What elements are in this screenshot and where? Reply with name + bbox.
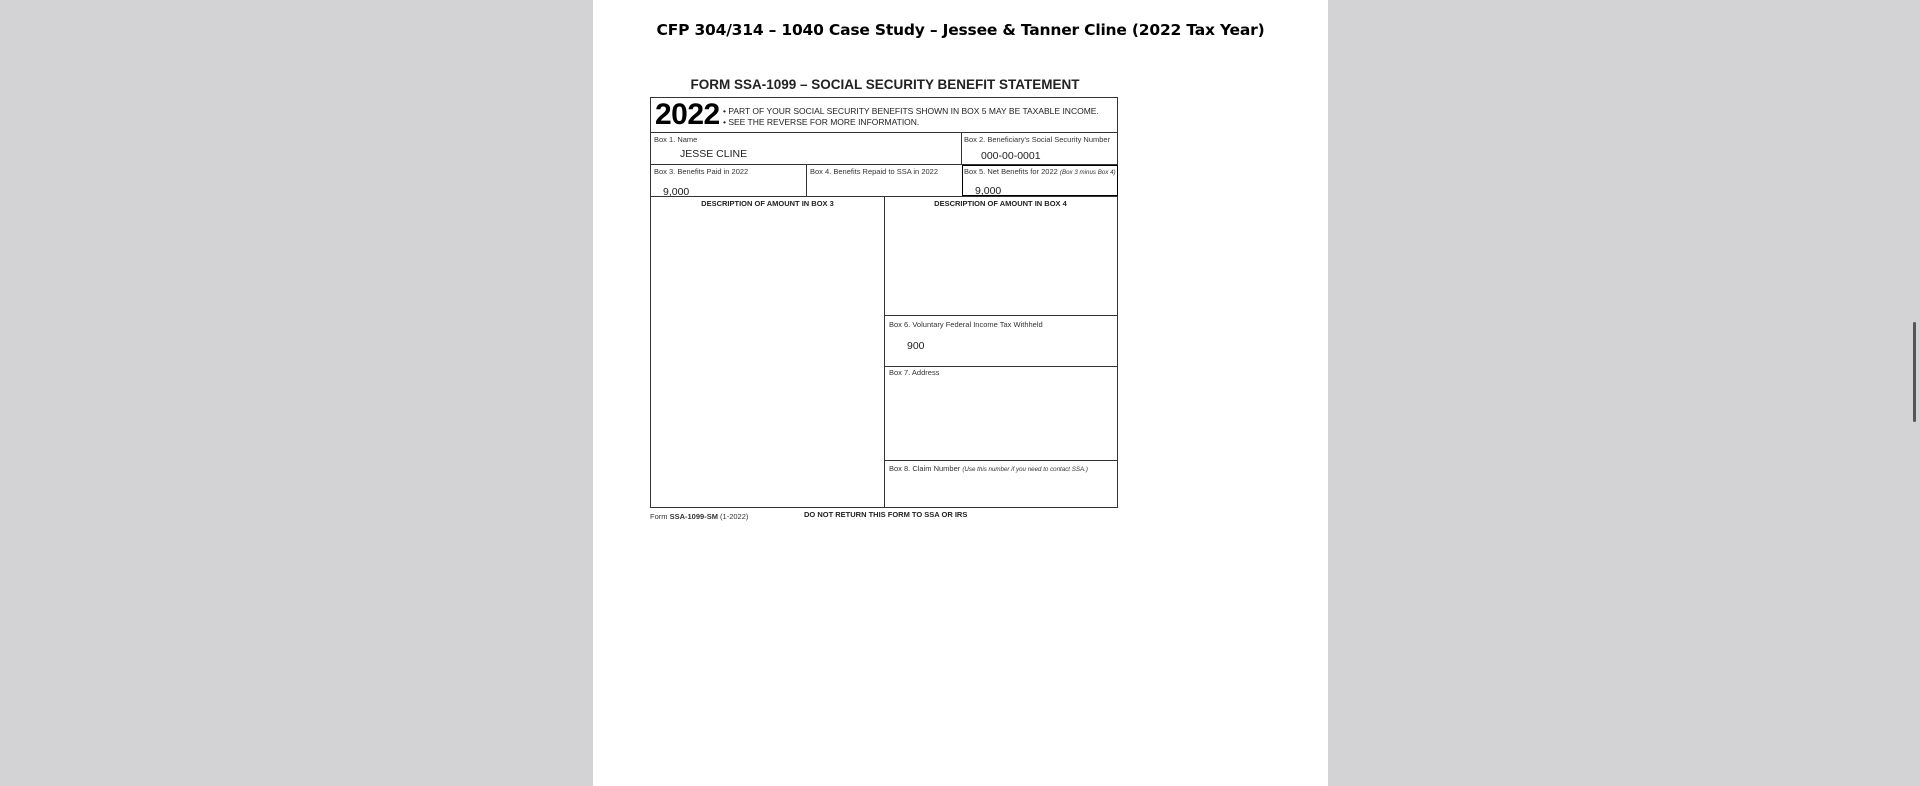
box5-label [964, 167, 1116, 176]
do-not-return-notice: DO NOT RETURN THIS FORM TO SSA OR IRS [804, 510, 968, 519]
divider [651, 132, 1117, 133]
box4-label: Box 4. Benefits Repaid to SSA in 2022 [810, 167, 939, 176]
box8-label-text: Box 8. Claim Number [889, 464, 961, 473]
box1-label: Box 1. Name [654, 135, 698, 144]
form-id-prefix: Form [650, 512, 668, 521]
document-title: CFP 304/314 – 1040 Case Study – Jessee & Tanner Cline (2022 Tax Year) [656, 21, 1265, 39]
box2-value: 000-00-0001 [981, 150, 1041, 162]
form-revision: (1-2022) [720, 512, 749, 521]
desc-box4-heading: DESCRIPTION OF AMOUNT IN BOX 4 [934, 199, 1067, 208]
form-note-1: • PART OF YOUR SOCIAL SECURITY BENEFITS SHOWN IN BOX 5 MAY BE TAXABLE INCOME. [723, 106, 1099, 116]
box3-label: Box 3. Benefits Paid in 2022 [654, 167, 749, 176]
box6-value: 900 [907, 340, 925, 352]
box7-label: Box 7. Address [889, 368, 940, 377]
box3-value: 9,000 [663, 186, 690, 198]
box5-label-note: (Box 3 minus Box 4) [1059, 169, 1116, 176]
divider [884, 366, 1117, 367]
form-year: 2022 [655, 98, 720, 131]
form-heading: FORM SSA-1099 – SOCIAL SECURITY BENEFIT STATEMENT [690, 77, 1080, 92]
ssa-1099-form [650, 97, 1118, 508]
divider [806, 164, 807, 196]
box5-label-text: Box 5. Net Benefits for 2022 [964, 167, 1058, 176]
form-notes [723, 106, 1099, 128]
form-id-footer [650, 512, 748, 521]
box5-value: 9,000 [975, 185, 1002, 197]
document-page [593, 0, 1328, 786]
divider [961, 132, 962, 164]
box2-label: Box 2. Beneficiary's Social Security Number [964, 135, 1111, 144]
form-id: SSA-1099-SM [669, 512, 718, 521]
box1-value: JESSE CLINE [680, 148, 748, 160]
box6-label: Box 6. Voluntary Federal Income Tax Withheld [889, 320, 1043, 329]
divider [884, 315, 1117, 316]
scrollbar-thumb[interactable] [1913, 322, 1916, 422]
form-note-2: • SEE THE REVERSE FOR MORE INFORMATION. [723, 117, 920, 127]
divider [884, 460, 1117, 461]
desc-box3-heading: DESCRIPTION OF AMOUNT IN BOX 3 [701, 199, 834, 208]
box8-label-note: (Use this number if you need to contact SSA.) [962, 466, 1088, 473]
box8-label [889, 464, 1088, 473]
